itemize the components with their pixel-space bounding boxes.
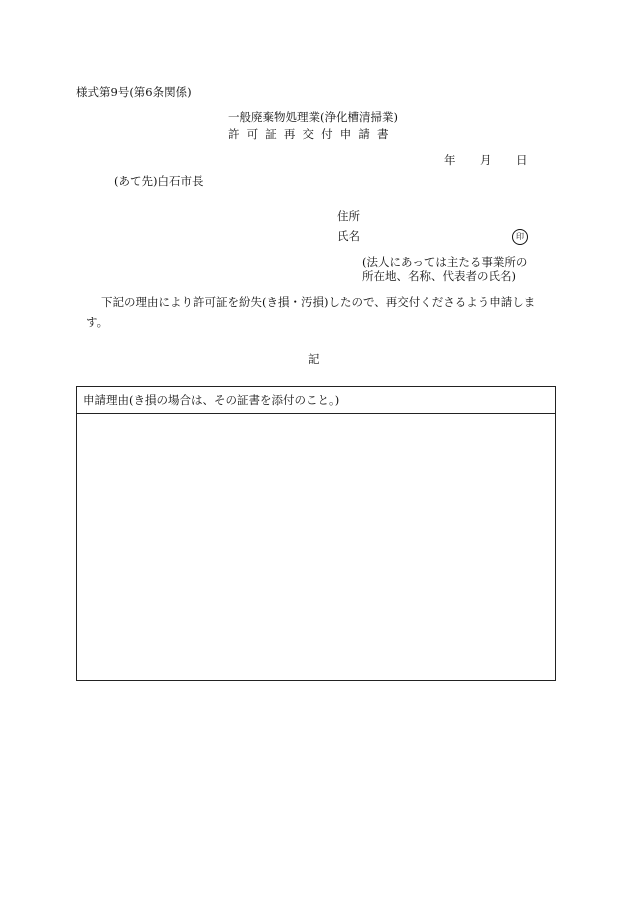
name-label: 氏名 — [337, 229, 360, 243]
applicant-note-line1: (法人にあっては主たる事業所の — [362, 255, 528, 269]
request-text-line1: 下記の理由により許可証を紛失(き損・汚損)したので、再交付くださるよう申請しま — [101, 295, 536, 309]
reason-box-header: 申請理由(き損の場合は、その証書を添付のこと。) — [77, 387, 555, 414]
form-number: 様式第9号(第6条関係) — [76, 85, 192, 99]
applicant-note-line2: 所在地、名称、代表者の氏名) — [362, 269, 516, 283]
document-title-line2: 許可証再交付申請書 — [228, 127, 396, 141]
reason-input-area[interactable] — [77, 414, 555, 680]
date-year-label: 年 — [444, 153, 456, 167]
addressee: (あて先)白石市長 — [114, 174, 204, 188]
ki-heading: 記 — [308, 352, 320, 366]
document-title-line1: 一般廃棄物処理業(浄化槽清掃業) — [228, 110, 398, 124]
request-text-line2: す。 — [86, 315, 109, 329]
date-month-label: 月 — [480, 153, 492, 167]
seal-icon: 印 — [512, 229, 528, 245]
reason-box — [76, 386, 556, 681]
address-label: 住所 — [337, 209, 360, 223]
date-day-label: 日 — [516, 153, 528, 167]
